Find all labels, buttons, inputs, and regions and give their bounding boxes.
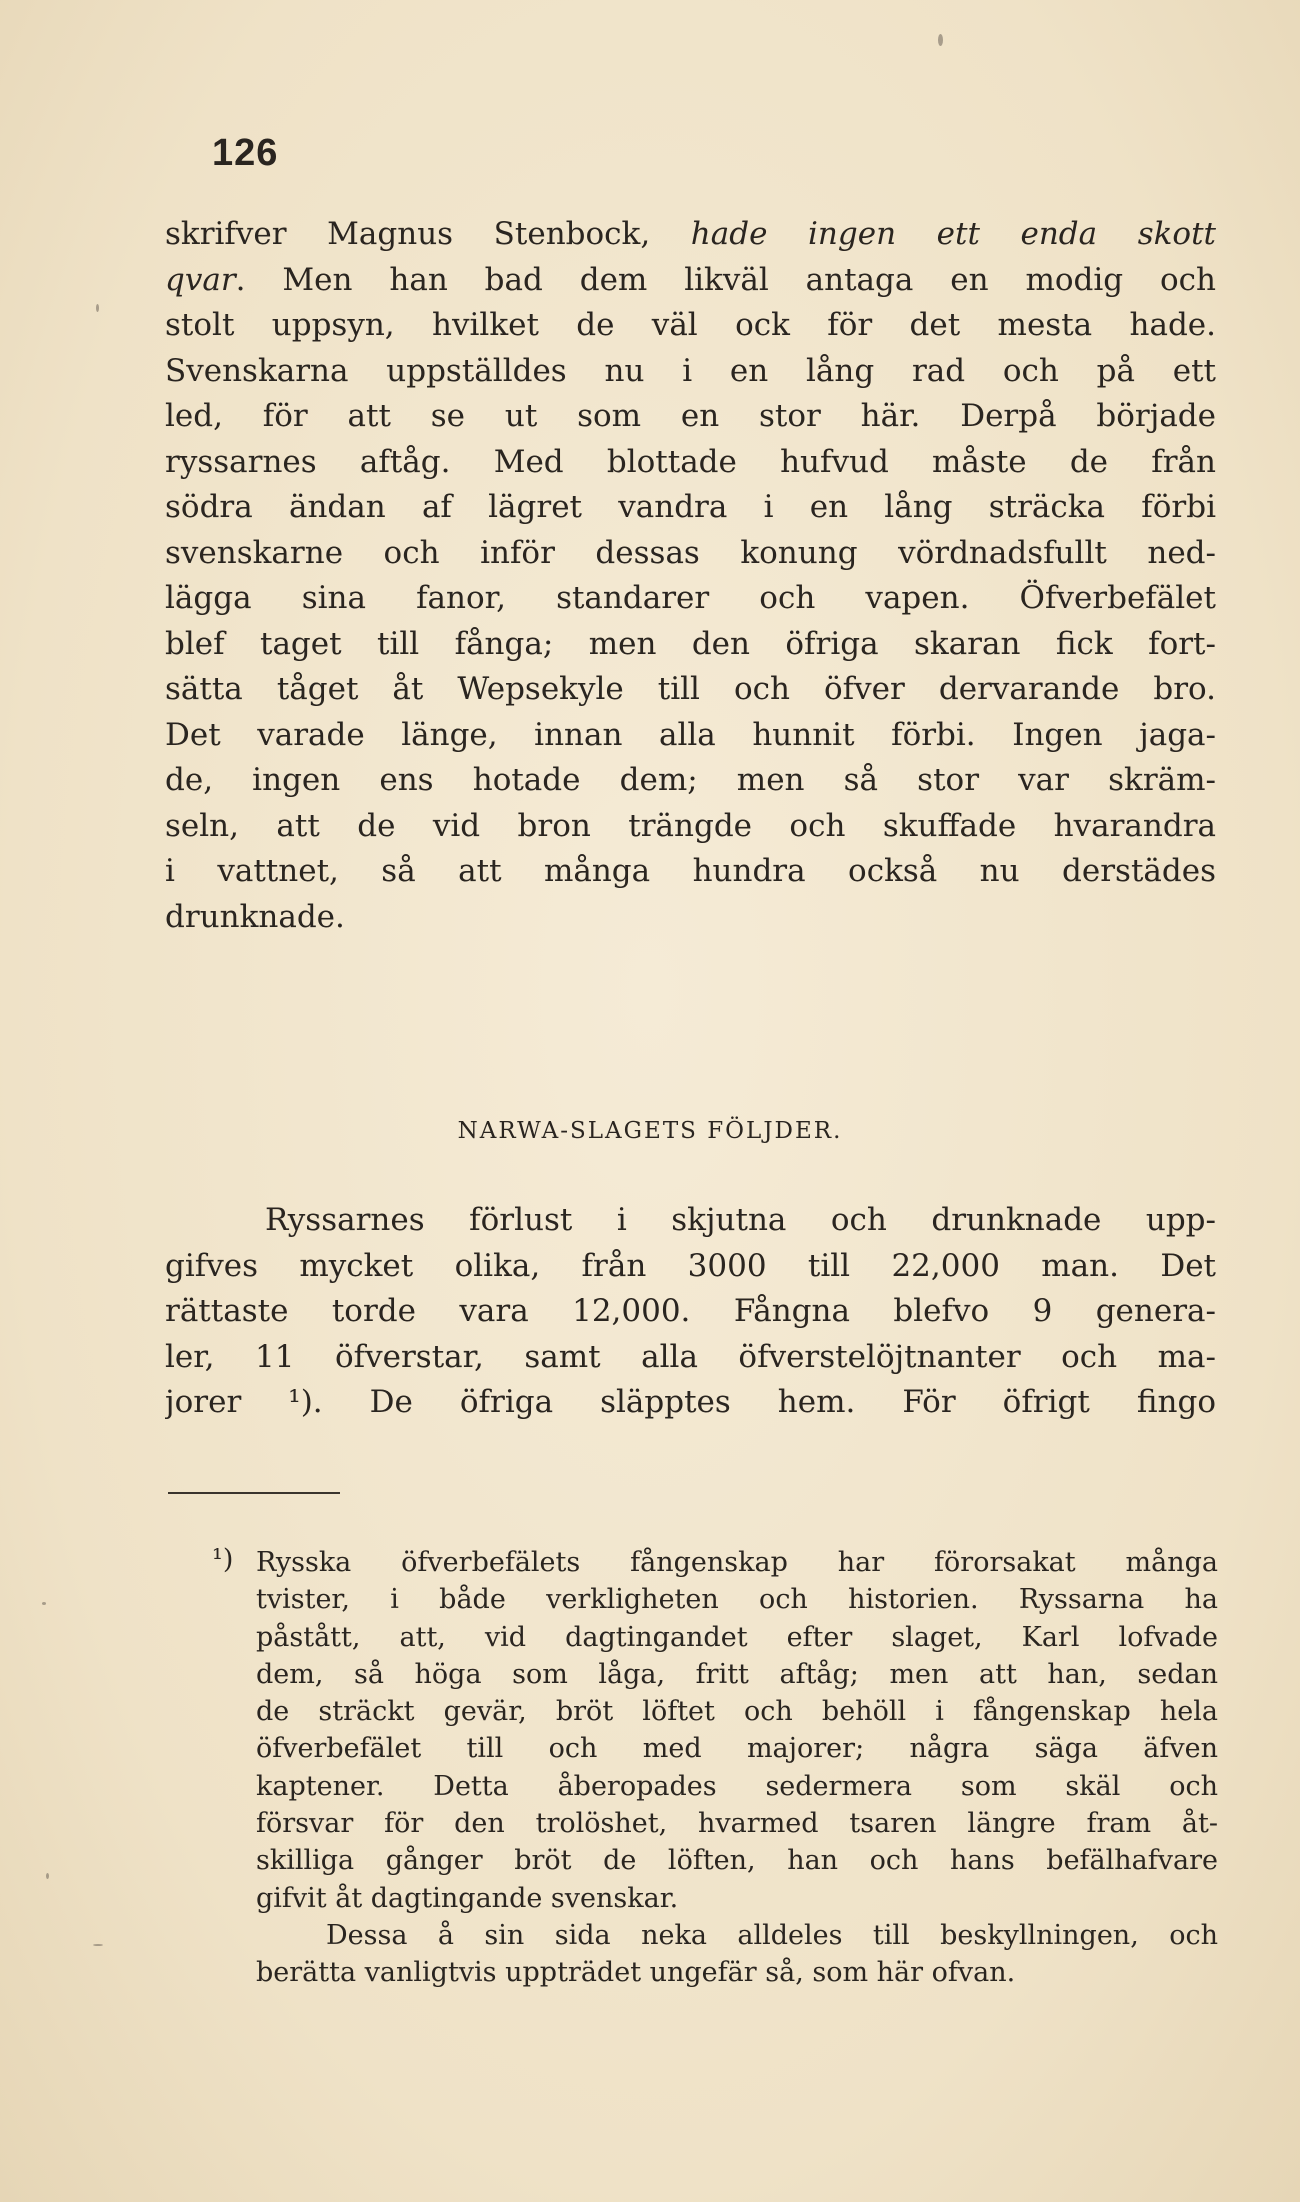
footnote-marker: ¹) <box>212 1544 234 1575</box>
footnote-line: dem, så höga som låga, fritt aftåg; men att han, sedan <box>256 1658 1218 1690</box>
text-line: jorer ¹). De öfriga släpptes hem. För öfrigt fingo <box>165 1384 1216 1420</box>
text-line: gifves mycket olika, från 3000 till 22,000 man. Det <box>165 1247 1216 1284</box>
footnote-line: Dessa å sin sida neka alldeles till beskyllningen, och <box>326 1919 1218 1951</box>
footnote-line: tvister, i både verkligheten och historien. Ryssarna ha <box>256 1584 1218 1616</box>
paper-speck <box>93 1944 103 1946</box>
paper-speck <box>96 304 99 312</box>
text-line: rättaste torde vara 12,000. Fångna blefvo 9 genera- <box>165 1293 1216 1329</box>
paper-speck <box>46 1873 49 1879</box>
text-line: stolt uppsyn, hvilket de väl ock för det mesta hade. <box>165 307 1216 343</box>
text-line: svenskarne och inför dessas konung vördnadsfullt ned- <box>165 534 1216 571</box>
text-line: de, ingen ens hotade dem; men så stor var skräm- <box>165 762 1216 798</box>
footnote <box>256 1544 1218 1581</box>
footnote-line: kaptener. Detta åberopades sedermera som skäl och <box>256 1770 1218 1802</box>
footnote-line: öfverbefälet till och med majorer; några säga äfven <box>256 1733 1218 1765</box>
line-1-start: skrifver Magnus Stenbock, <box>165 216 691 252</box>
text-line: Svenskarna uppställdes nu i en lång rad och på ett <box>165 352 1216 389</box>
footnote-line: gifvit åt dagtingande svenskar. <box>256 1882 679 1914</box>
line-2-rest: . Men han bad dem likväl antaga en modig och <box>235 261 1216 298</box>
paper-speck <box>42 1602 46 1605</box>
paragraph-1 <box>165 212 1216 940</box>
text-line: lägga sina fanor, standarer och vapen. Öfverbefälet <box>165 580 1216 616</box>
footnote-line: påstått, att, vid dagtingandet efter slaget, Karl lofvade <box>256 1621 1218 1653</box>
text-line-1 <box>165 212 1216 258</box>
section-heading: NARWA-SLAGETS FÖLJDER. <box>457 1118 843 1144</box>
text-line: ler, 11 öfverstar, samt alla öfverstelöjtnanter och ma- <box>165 1338 1216 1375</box>
text-line: Det varade länge, innan alla hunnit förbi. Ingen jaga- <box>165 716 1216 753</box>
text-line: drunknade. <box>165 898 345 935</box>
text-line-2 <box>165 258 1216 304</box>
footnote-line: Rysska öfverbefälets fångenskap har förorsakat många <box>256 1547 1218 1578</box>
paper-speck <box>938 34 943 46</box>
text-line: led, för att se ut som en stor här. Derpå började <box>165 398 1216 434</box>
text-line: södra ändan af lägret vandra i en lång sträcka förbi <box>165 489 1216 525</box>
text-line: ryssarnes aftåg. Med blottade hufvud måste de från <box>165 443 1216 480</box>
text-line: blef taget till fånga; men den öfriga skaran fick fort- <box>165 625 1216 662</box>
footnote-line: försvar för den trolöshet, hvarmed tsaren längre fram åt- <box>256 1808 1218 1840</box>
italic-quote-2: qvar <box>165 261 236 298</box>
footnote-line: de sträckt gevär, bröt löftet och behöll i fångenskap hela <box>256 1696 1218 1728</box>
text-line: sätta tåget åt Wepsekyle till och öfver dervarande bro. <box>165 671 1216 707</box>
paragraph-2 <box>165 1198 1216 1426</box>
page-number: 126 <box>212 132 279 174</box>
text-line: i vattnet, så att många hundra också nu derstädes <box>165 853 1216 889</box>
italic-quote-1: hade ingen ett enda skott <box>690 216 1216 252</box>
footnote-rule <box>168 1492 340 1494</box>
footnote-line: skilliga gånger bröt de löften, han och hans befälhafvare <box>256 1845 1218 1877</box>
footnote-line: berätta vanligtvis uppträdet ungefär så, som här ofvan. <box>256 1957 1016 1989</box>
text-line: Ryssarnes förlust i skjutna och drunknade upp- <box>265 1202 1216 1238</box>
text-line: seln, att de vid bron trängde och skuffade hvarandra <box>165 807 1216 844</box>
footnote-continued <box>256 1581 1218 1991</box>
